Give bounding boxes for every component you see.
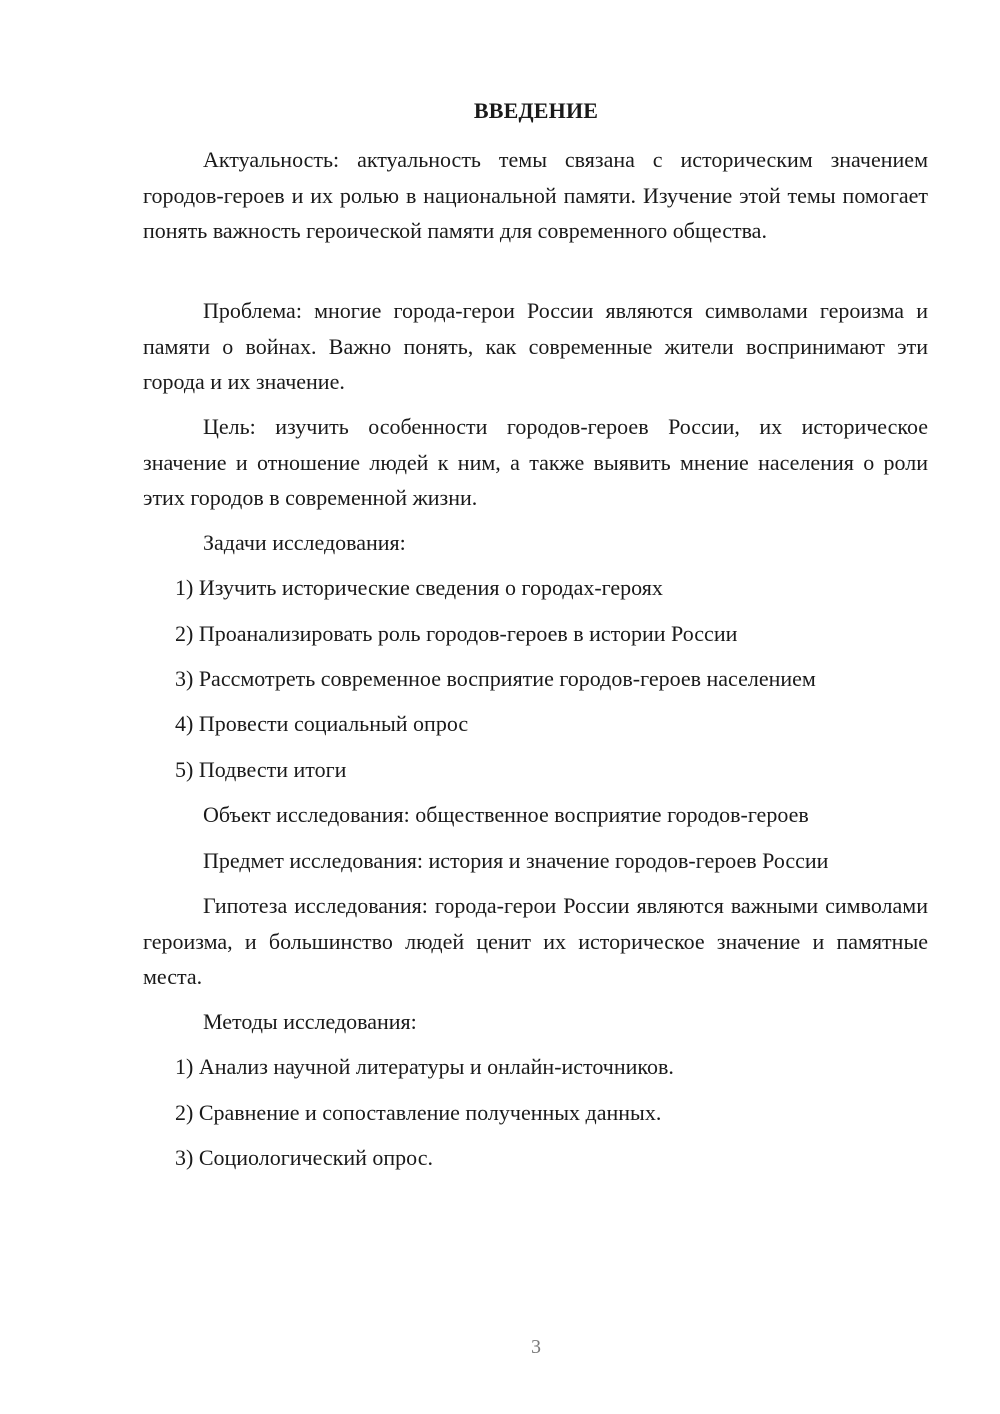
method-item: 3) Социологический опрос. <box>175 1145 433 1170</box>
task-item: 1) Изучить исторические сведения о городах-героях <box>175 575 663 600</box>
task-item: 2) Проанализировать роль городов-героев в истории России <box>175 621 738 646</box>
research-object: Объект исследования: общественное восприятие городов-героев <box>203 802 809 827</box>
methods-heading: Методы исследования: <box>203 1009 417 1034</box>
research-subject: Предмет исследования: история и значение городов-героев России <box>203 848 829 873</box>
method-item: 2) Сравнение и сопоставление полученных данных. <box>175 1100 662 1125</box>
task-item: 3) Рассмотреть современное восприятие городов-героев населением <box>175 666 816 691</box>
task-item: 5) Подвести итоги <box>175 757 347 782</box>
tasks-heading: Задачи исследования: <box>203 530 406 555</box>
problem-paragraph: Проблема: многие города-герои России являются символами героизма и памяти о войнах. Важно понять, как современные жители воспринимают эти города и их значение. <box>143 298 928 395</box>
task-item: 4) Провести социальный опрос <box>175 711 469 736</box>
page-number: 3 <box>531 1336 541 1358</box>
relevance-paragraph: Актуальность: актуальность темы связана с историческим значением городов-героев и их ролью в национальной памяти. Изучение этой темы помогает понять важность героической памяти для современного общества. <box>143 147 928 244</box>
method-item: 1) Анализ научной литературы и онлайн-источников. <box>175 1054 674 1079</box>
document-title: ВВЕДЕНИЕ <box>473 98 599 123</box>
goal-paragraph: Цель: изучить особенности городов-героев России, их историческое значение и отношение людей к ним, а также выявить мнение населения о роли этих городов в современной жизни. <box>143 414 928 511</box>
hypothesis-paragraph: Гипотеза исследования: города-герои России являются важными символами героизма, и большинство людей ценит их историческое значение и памятные места. <box>143 893 928 990</box>
